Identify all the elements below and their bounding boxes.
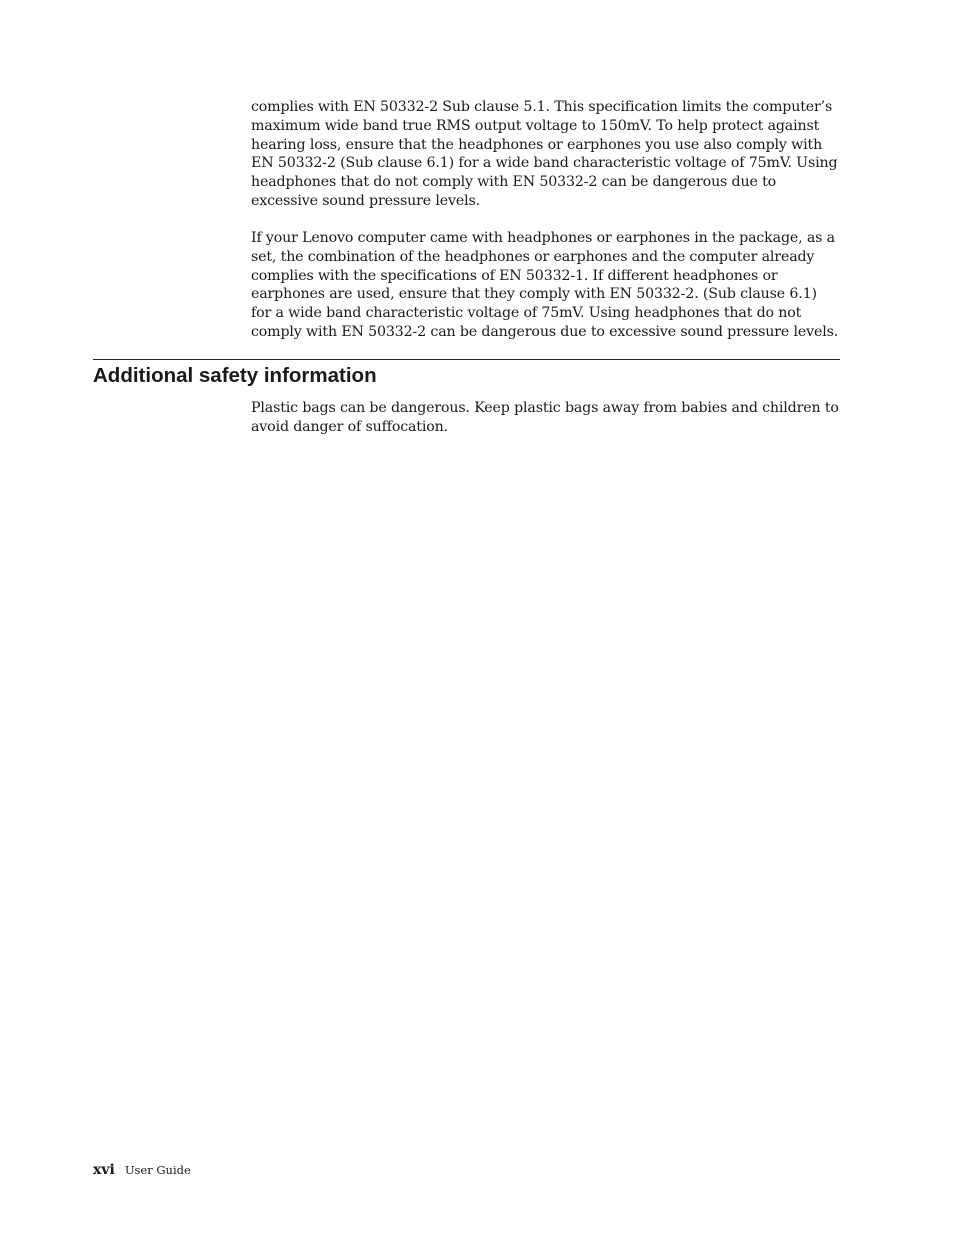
- section-divider: [93, 359, 840, 360]
- document-title: User Guide: [124, 1163, 191, 1177]
- page-number: xvi: [93, 1162, 115, 1178]
- lenovo-headphones-paragraph: If your Lenovo computer came with headphones or earphones in the package, as a set, the combination of the headphones or earphones and the computer already complies with the specifications of EN 50332-1. If different headphones or earphones are used, ensure that they comply with EN 50332-2. (Sub clause 6.1) for a wide band characteristic voltage of 75mV. Using headphones that do not comply with EN 50332-2 can be dangerous due to excessive sound pressure levels.: [251, 230, 839, 340]
- section-heading: Additional safety information: [93, 364, 377, 387]
- plastic-bags-paragraph: Plastic bags can be dangerous. Keep plastic bags away from babies and children to avoid danger of suffocation.: [251, 400, 839, 435]
- headphone-compliance-paragraph: complies with EN 50332-2 Sub clause 5.1. This specification limits the computer’s maximum wide band true RMS output voltage to 150mV. To help protect against hearing loss, ensure that the headphones or earphones you use also comply with EN 50332-2 (Sub clause 6.1) for a wide band characteristic voltage of 75mV. Using headphones that do not comply with EN 50332-2 can be dangerous due to excessive sound pressure levels.: [251, 99, 838, 209]
- page-footer: [93, 1162, 191, 1182]
